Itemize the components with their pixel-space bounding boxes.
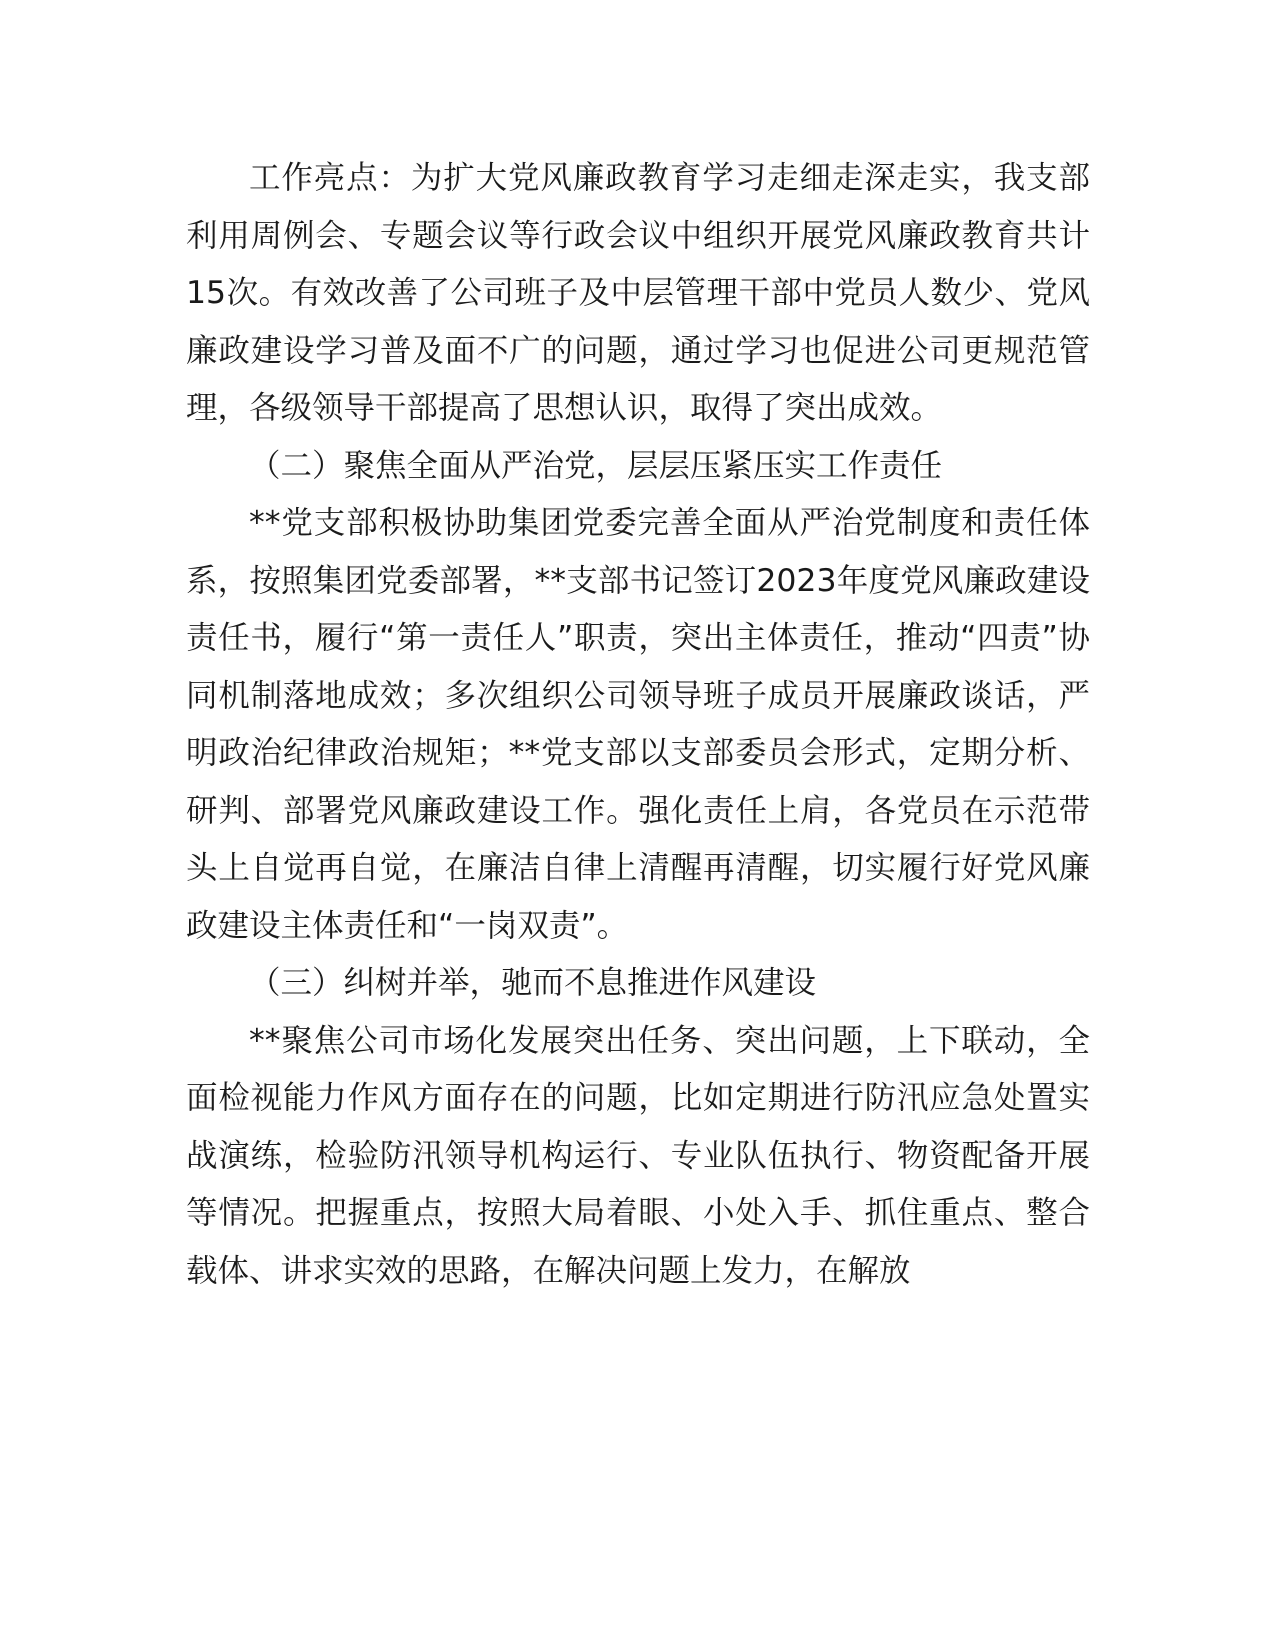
document-body <box>186 150 1090 1300</box>
section-heading-3: （三）纠树并举，驰而不息推进作风建设 <box>249 965 817 1001</box>
paragraph-party-responsibility: **党支部积极协助集团党委完善全面从严治党制度和责任体系，按照集团党委部署，**支部书记签订2023年度党风廉政建设责任书，履行“第一责任人”职责，突出主体责任，推动“四责”协同机制落地成效；多次组织公司领导班子成员开展廉政谈话，严明政治纪律政治规矩；**党支部以支部委员会形式，定期分析、研判、部署党风廉政建设工作。强化责任上肩，各党员在示范带头上自觉再自觉，在廉洁自律上清醒再清醒，切实履行好党风廉政建设主体责任和“一岗双责”。 <box>186 505 1090 944</box>
paragraph-work-highlights: 工作亮点：为扩大党风廉政教育学习走细走深走实，我支部利用周例会、专题会议等行政会议中组织开展党风廉政教育共计15次。有效改善了公司班子及中层管理干部中党员人数少、党风廉政建设学习普及面不广的问题，通过学习也促进公司更规范管理，各级领导干部提高了思想认识，取得了突出成效。 <box>186 160 1090 426</box>
paragraph-work-style: **聚焦公司市场化发展突出任务、突出问题，上下联动，全面检视能力作风方面存在的问题，比如定期进行防汛应急处置实战演练，检验防汛领导机构运行、专业队伍执行、物资配备开展等情况。把握重点，按照大局着眼、小处入手、抓住重点、整合载体、讲求实效的思路，在解决问题上发力，在解放 <box>186 1022 1090 1289</box>
section-heading-2: （二）聚焦全面从严治党，层层压紧压实工作责任 <box>249 447 943 484</box>
